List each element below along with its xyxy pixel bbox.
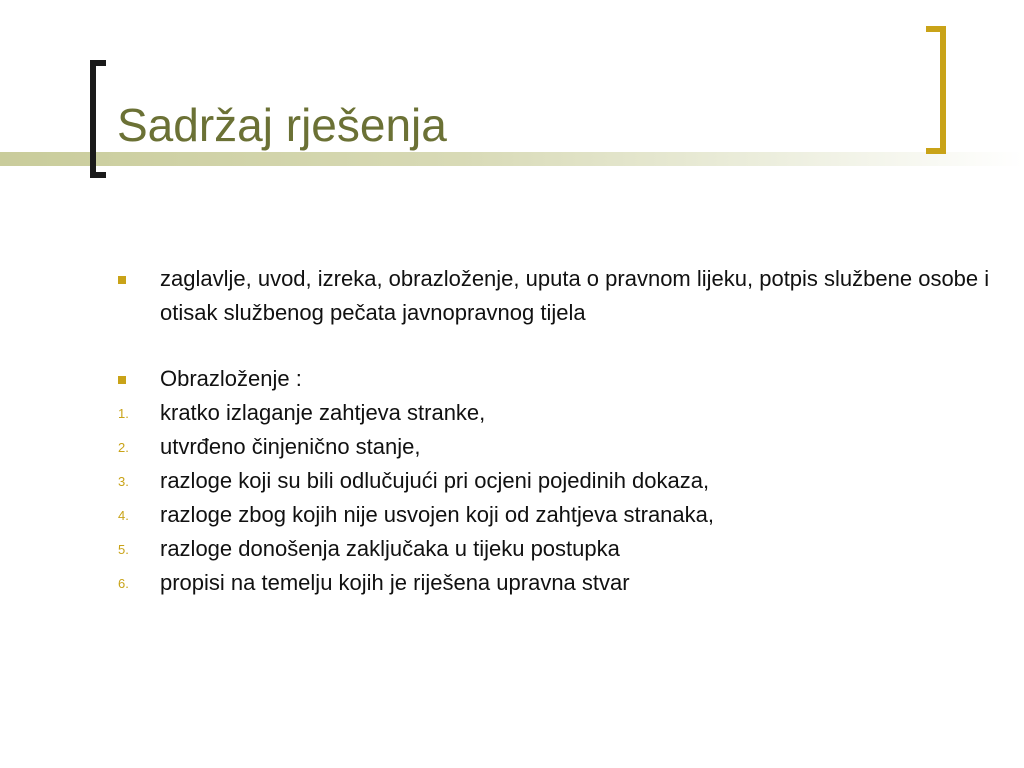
numbered-item-text: razloge zbog kojih nije usvojen koji od zahtjeva stranaka, xyxy=(160,502,714,527)
list-number: 1. xyxy=(118,406,129,421)
numbered-list xyxy=(112,396,992,600)
square-bullet-icon xyxy=(118,376,126,384)
list-number: 3. xyxy=(118,474,129,489)
square-bullet-icon xyxy=(118,276,126,284)
list-number: 2. xyxy=(118,440,129,455)
bullet-text: zaglavlje, uvod, izreka, obrazloženje, uputa o pravnom lijeku, potpis službene osobe i otisak službenog pečata javnopravnog tijela xyxy=(160,266,990,325)
numbered-item-text: kratko izlaganje zahtjeva stranke, xyxy=(160,400,486,425)
list-number: 6. xyxy=(118,576,129,591)
numbered-item xyxy=(112,498,992,532)
title-underline-band xyxy=(0,152,1024,166)
numbered-item xyxy=(112,566,992,600)
slide-content xyxy=(112,262,992,600)
numbered-item-text: razloge donošenja zaključaka u tijeku postupka xyxy=(160,536,620,561)
bullet-text: Obrazloženje : xyxy=(160,366,302,391)
right-bracket-decoration xyxy=(926,26,946,154)
list-number: 4. xyxy=(118,508,129,523)
slide-title: Sadržaj rješenja xyxy=(117,99,447,151)
numbered-item-text: razloge koji su bili odlučujući pri ocjeni pojedinih dokaza, xyxy=(160,468,710,493)
numbered-item-text: propisi na temelju kojih je riješena upravna stvar xyxy=(160,570,630,595)
numbered-item xyxy=(112,430,992,464)
numbered-item xyxy=(112,532,992,566)
bullet-item xyxy=(112,262,992,330)
numbered-item xyxy=(112,396,992,430)
left-bracket-decoration xyxy=(90,60,106,178)
bullet-item xyxy=(112,362,992,396)
numbered-item xyxy=(112,464,992,498)
numbered-item-text: utvrđeno činjenično stanje, xyxy=(160,434,421,459)
list-number: 5. xyxy=(118,542,129,557)
